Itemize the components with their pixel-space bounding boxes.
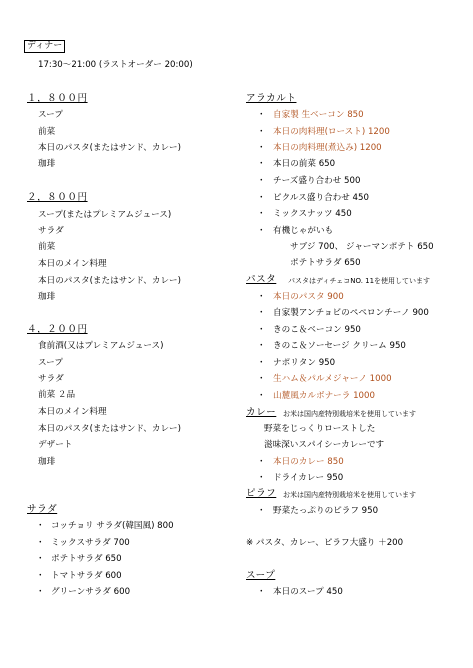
course-2800-item: 珈琲 bbox=[38, 292, 56, 302]
pasta-item: 自家製アンチョビのペペロンチーノ 900 bbox=[273, 308, 429, 318]
bullet: ・ bbox=[36, 538, 45, 548]
bullet: ・ bbox=[36, 521, 45, 531]
alacarte-title: アラカルト bbox=[246, 93, 297, 104]
pasta-item: きのこ＆ソーセージ クリーム 950 bbox=[273, 341, 406, 351]
course-4200-price: ４，２００円 bbox=[27, 324, 88, 335]
alacarte-item: 有機じゃがいも bbox=[273, 226, 334, 236]
alacarte-item: ミックスナッツ 450 bbox=[273, 209, 352, 219]
course-4200-item: 食前酒(又はプレミアムジュース) bbox=[38, 341, 164, 351]
bullet: ・ bbox=[257, 159, 266, 169]
course-4200-item: 前菜 ２品 bbox=[38, 390, 76, 400]
course-1800-price: １，８００円 bbox=[27, 93, 88, 104]
pilaf-title: ピラフ bbox=[246, 488, 277, 499]
pasta-item: きのこ＆ベーコン 950 bbox=[273, 325, 361, 335]
bullet: ・ bbox=[257, 127, 266, 137]
course-2800-price: ２，８００円 bbox=[27, 192, 88, 203]
salad-title: サラダ bbox=[27, 504, 58, 515]
pasta-item: 本日のパスタ 900 bbox=[273, 292, 344, 302]
bullet: ・ bbox=[36, 554, 45, 564]
course-2800-item: 本日のメイン料理 bbox=[38, 259, 107, 269]
curry-item: ドライカレー 950 bbox=[273, 473, 344, 483]
bullet: ・ bbox=[257, 374, 266, 384]
course-4200-item: スープ bbox=[38, 358, 63, 368]
pasta-item: 生ハム＆パルメジャーノ 1000 bbox=[273, 374, 392, 384]
bullet: ・ bbox=[257, 325, 266, 335]
bullet: ・ bbox=[257, 391, 266, 401]
salad-item: トマトサラダ 600 bbox=[51, 571, 122, 581]
soup-title: スープ bbox=[246, 570, 276, 581]
curry-item: 本日のカレー 850 bbox=[273, 457, 344, 467]
alacarte-item: 本日の肉料理(ロースト) 1200 bbox=[273, 127, 390, 137]
bullet: ・ bbox=[257, 209, 266, 219]
bullet: ・ bbox=[36, 571, 45, 581]
curry-desc: 滋味深いスパイシーカレーです bbox=[264, 440, 385, 450]
course-1800-item: 珈琲 bbox=[38, 159, 56, 169]
bullet: ・ bbox=[257, 473, 266, 483]
alacarte-potato-salad: ポテトサラダ 650 bbox=[290, 258, 361, 268]
bullet: ・ bbox=[257, 341, 266, 351]
course-4200-item: 本日のメイン料理 bbox=[38, 407, 107, 417]
course-4200-item: 珈琲 bbox=[38, 457, 56, 467]
pasta-note: パスタはディチェコNO. 11を使用しています bbox=[288, 277, 431, 285]
bullet: ・ bbox=[257, 292, 266, 302]
bullet: ・ bbox=[257, 358, 266, 368]
pilaf-note: お米は国内産特別栽培米を使用しています bbox=[283, 491, 416, 499]
bullet: ・ bbox=[257, 506, 266, 516]
bullet: ・ bbox=[257, 110, 266, 120]
course-1800-item: スープ bbox=[38, 110, 63, 120]
dinner-title: ディナー bbox=[24, 40, 65, 53]
alacarte-item: 自家製 生ベーコン 850 bbox=[273, 110, 364, 120]
bullet: ・ bbox=[257, 587, 266, 597]
pilaf-item: 野菜たっぷりのピラフ 950 bbox=[273, 506, 379, 516]
salad-item: グリーンサラダ 600 bbox=[51, 587, 131, 597]
course-2800-item: スープ(またはプレミアムジュース) bbox=[38, 210, 172, 220]
salad-item: ポテトサラダ 650 bbox=[51, 554, 122, 564]
bullet: ・ bbox=[257, 143, 266, 153]
bullet: ・ bbox=[257, 193, 266, 203]
bullet: ・ bbox=[36, 587, 45, 597]
course-1800-item: 前菜 bbox=[38, 127, 56, 137]
soup-item: 本日のスープ 450 bbox=[273, 587, 343, 597]
pasta-item: 山麓風カルボナーラ 1000 bbox=[273, 391, 375, 401]
course-1800-item: 本日のパスタ(またはサンド、カレー) bbox=[38, 143, 182, 153]
bullet: ・ bbox=[257, 226, 266, 236]
course-2800-item: 本日のパスタ(またはサンド、カレー) bbox=[38, 276, 182, 286]
bullet: ・ bbox=[257, 457, 266, 467]
curry-note: お米は国内産特別栽培米を使用しています bbox=[283, 410, 416, 418]
salad-item: ミックスサラダ 700 bbox=[51, 538, 130, 548]
curry-title: カレー bbox=[246, 407, 277, 418]
alacarte-item: 本日の前菜 650 bbox=[273, 159, 336, 169]
course-4200-item: 本日のパスタ(またはサンド、カレー) bbox=[38, 424, 182, 434]
course-2800-item: 前菜 bbox=[38, 242, 56, 252]
salad-item: コッチョリ サラダ(韓国風) 800 bbox=[51, 521, 174, 531]
alacarte-item: 本日の肉料理(煮込み) 1200 bbox=[273, 143, 382, 153]
dinner-hours: 17:30〜21:00 (ラストオーダー 20:00) bbox=[38, 60, 193, 70]
pasta-title: パスタ bbox=[246, 274, 277, 285]
pasta-item: ナポリタン 950 bbox=[273, 358, 336, 368]
large-portion-note: ※ パスタ、カレー、ピラフ大盛り ＋200 bbox=[246, 538, 404, 548]
bullet: ・ bbox=[257, 176, 266, 186]
alacarte-potato-sub: サブジ 700、 ジャーマンポテト 650 bbox=[290, 242, 434, 252]
course-4200-item: サラダ bbox=[38, 374, 64, 384]
alacarte-item: ピクルス盛り合わせ 450 bbox=[273, 193, 369, 203]
course-2800-item: サラダ bbox=[38, 226, 64, 236]
curry-desc: 野菜をじっくりローストした bbox=[264, 424, 376, 434]
alacarte-item: チーズ盛り合わせ 500 bbox=[273, 176, 361, 186]
bullet: ・ bbox=[257, 308, 266, 318]
course-4200-item: デザート bbox=[38, 440, 73, 450]
